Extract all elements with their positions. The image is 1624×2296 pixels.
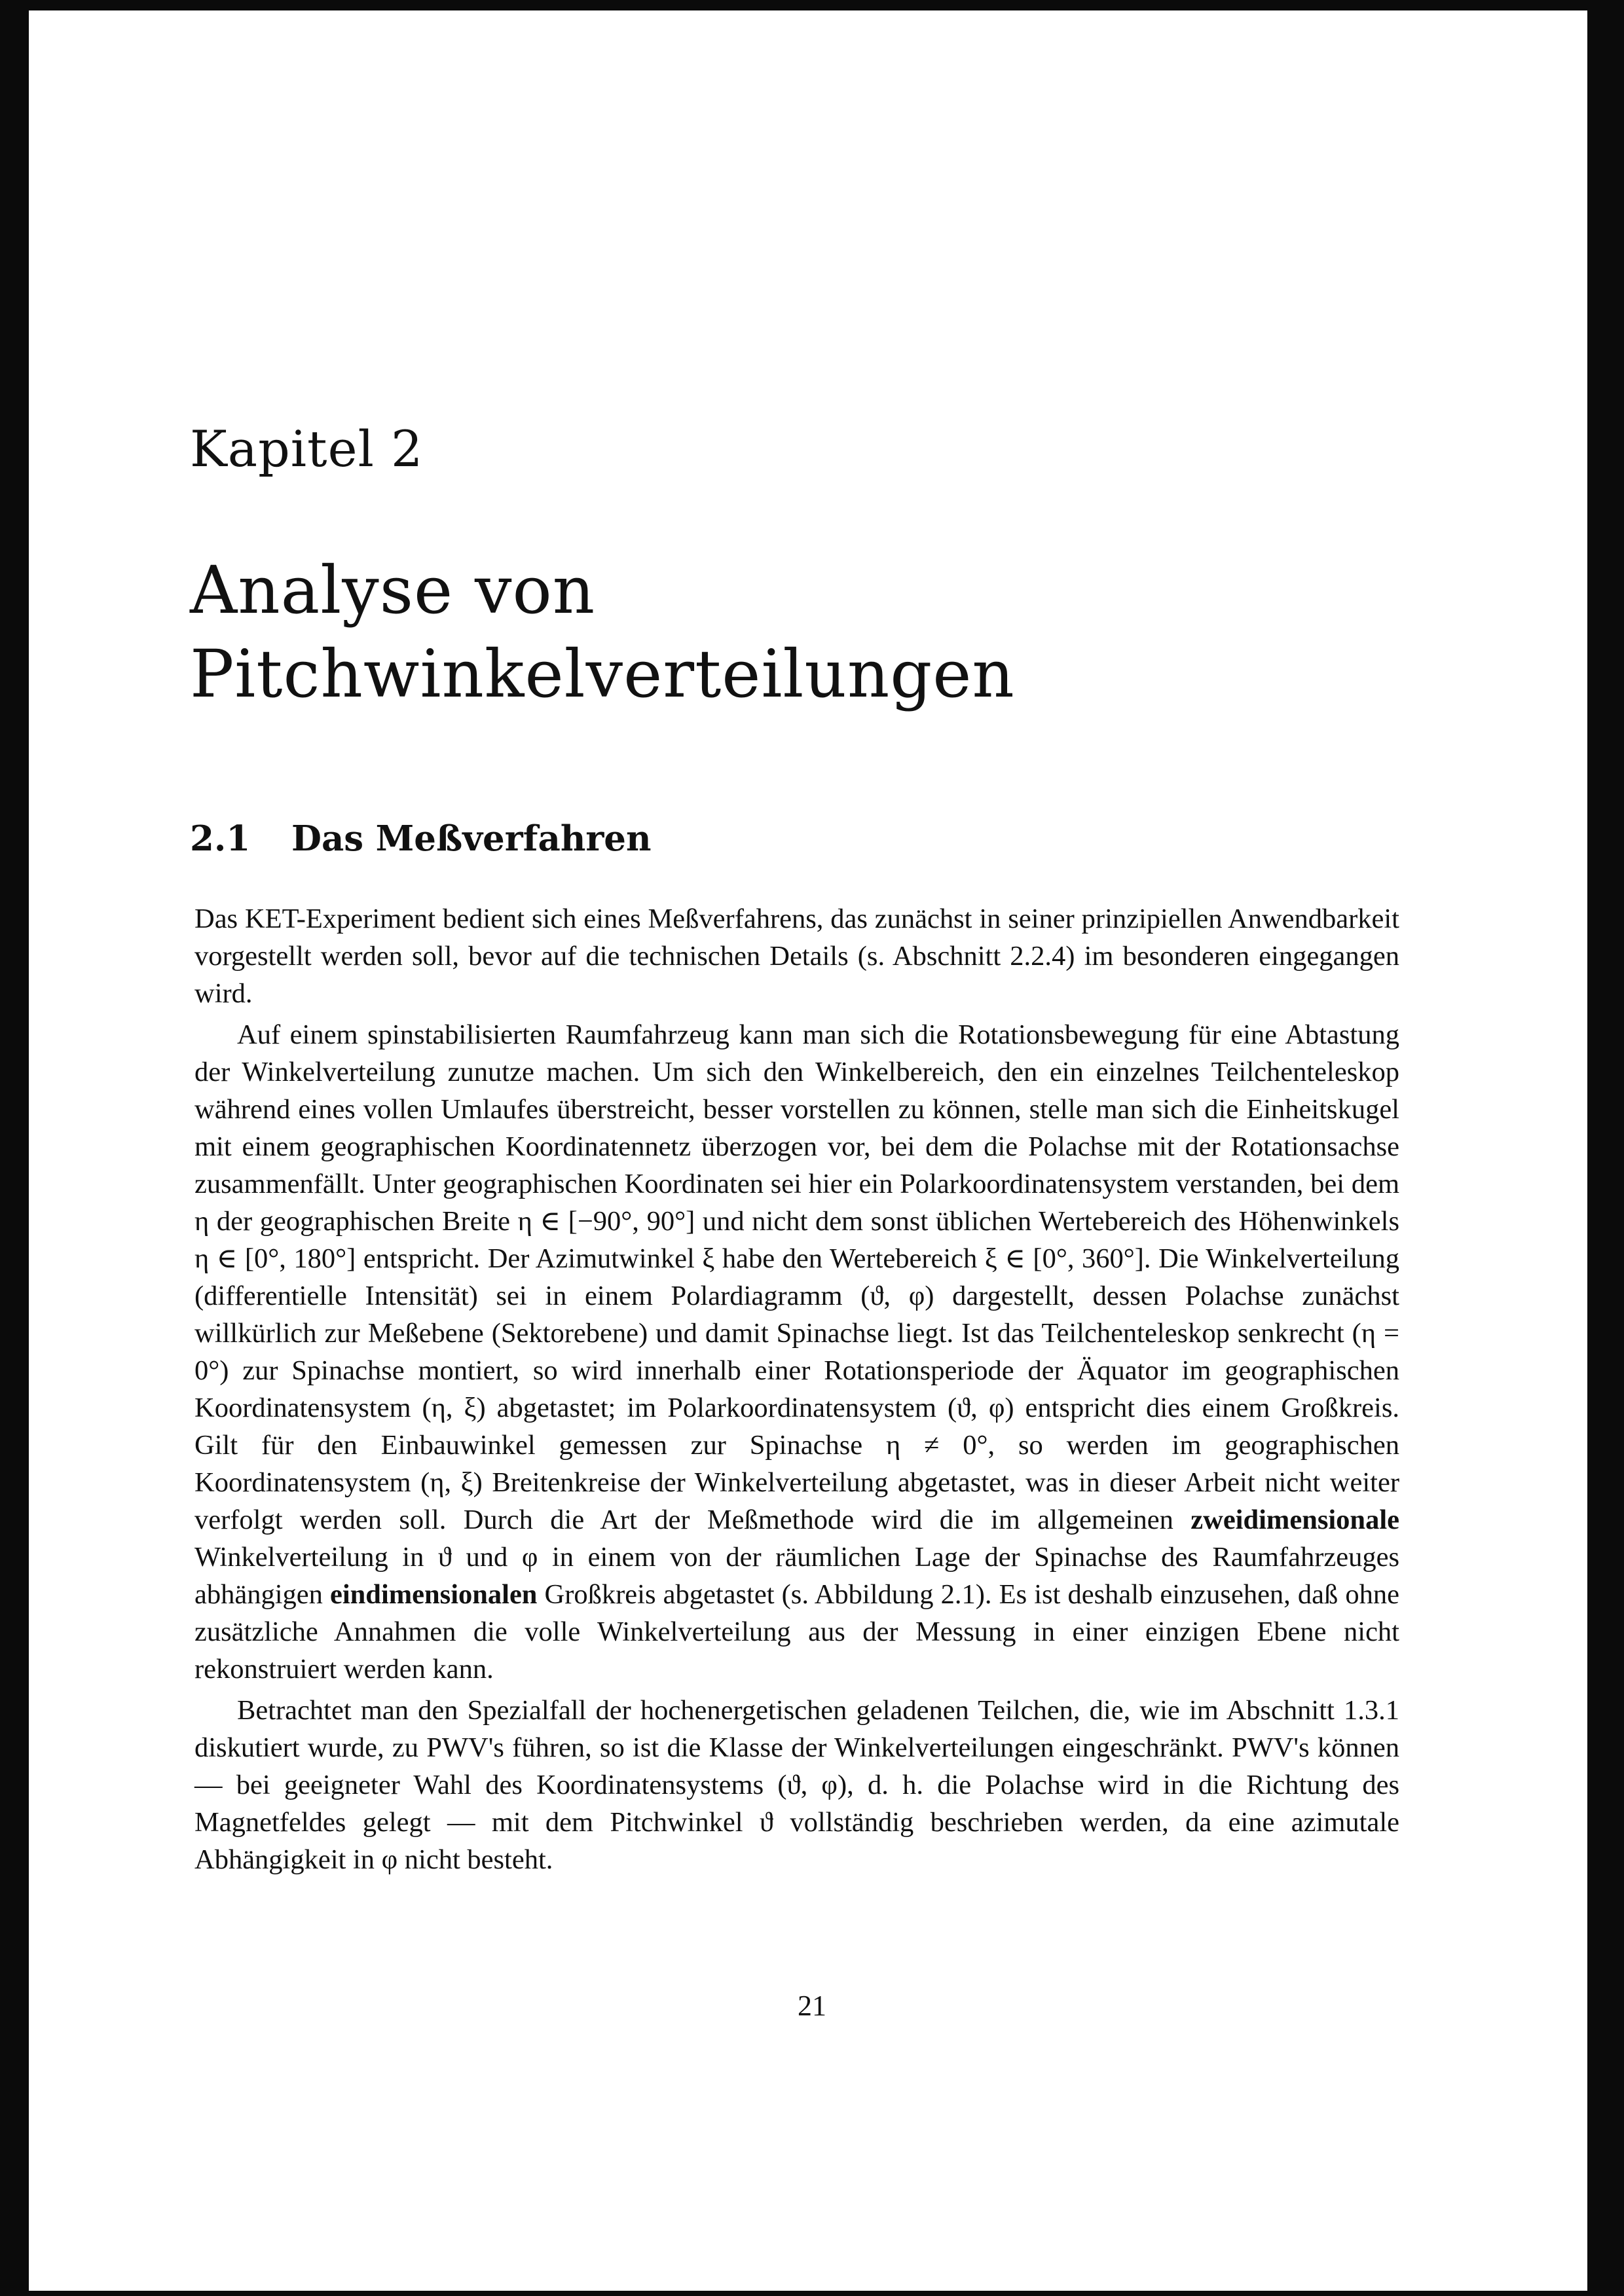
text-run: Großkreis abgetastet (s. Abbildung 2.1). Es ist deshalb einzusehen, daß ohne zusätzliche Annahmen die volle Winkelverteilung aus der Messung in einer einzigen Ebene nicht rekonstruiert werden kann. xyxy=(194,1579,1399,1685)
text-run: Winkelverteilung in ϑ und φ in einem von der räumlichen Lage der Spinachse des Raumfahrzeuges abhängigen xyxy=(194,1542,1399,1610)
bold-term: zweidimensionale xyxy=(1190,1504,1399,1535)
body-text xyxy=(194,900,1399,1878)
paragraph xyxy=(194,900,1399,1012)
section-number: 2.1 xyxy=(190,818,251,859)
bold-term: eindimensionalen xyxy=(330,1579,538,1610)
text-run: Betrachtet man den Spezialfall der hochenergetischen geladenen Teilchen, die, wie im Abschnitt 1.3.1 diskutiert wurde, zu PWV's führen, so ist die Klasse der Winkelverteilungen eingeschränkt. PWV's können — bei geeigneter Wahl des Koordinatensystems (ϑ, φ), d. h. die Polachse wird in die Richtung des Magnetfeldes gelegt — mit dem Pitchwinkel ϑ vollständig beschrieben werden, da eine azimutale Abhängigkeit in φ nicht besteht. xyxy=(194,1695,1399,1875)
chapter-label: Kapitel 2 xyxy=(190,420,424,478)
paragraph xyxy=(194,1692,1399,1878)
chapter-title: Analyse von Pitchwinkelverteilungen xyxy=(190,552,1015,712)
text-run: Das KET-Experiment bedient sich eines Meßverfahrens, das zunächst in seiner prinzipiellen Anwendbarkeit vorgestellt werden soll, bevor auf die technischen Details (s. Abschnitt 2.2.4) im besonderen eingegangen wird. xyxy=(194,903,1399,1009)
section-title: Das Meßverfahren xyxy=(291,818,652,859)
text-run: Auf einem spinstabilisierten Raumfahrzeug kann man sich die Rotationsbewegung für eine Abtastung der Winkelverteilung zunutze machen. Um sich den Winkelbereich, den ein einzelnes Teilchenteleskop während eines vollen Umlaufes überstreicht, besser vorstellen zu können, stelle man sich die Einheitskugel mit einem geographischen Koordinatennetz überzogen vor, bei dem die Polachse mit der Rotationsachse zusammenfällt. Unter geographischen Koordinaten sei hier ein Polarkoordinatensystem verstanden, bei dem η der geographischen Breite η ∈ [−90°, 90°] und nicht dem sonst üblichen Wertebereich des Höhenwinkels η ∈ [0°, 180°] entspricht. Der Azimutwinkel ξ habe den Wertebereich ξ ∈ [0°, 360°]. Die Winkelverteilung (differentielle Intensität) sei in einem Polardiagramm (ϑ, φ) dargestellt, dessen Polachse zunächst willkürlich zur Meßebene (Sektorebene) und damit Spinachse liegt. Ist das Teilchenteleskop senkrecht (η = 0°) zur Spinachse montiert, so wird innerhalb einer Rotationsperiode der Äquator im geographischen Koordinatensystem (η, ξ) abgetastet; im Polarkoordinatensystem (ϑ, φ) entspricht dies einem Großkreis. Gilt für den Einbauwinkel gemessen zur Spinachse η ≠ 0°, so werden im geographischen Koordinatensystem (η, ξ) Breitenkreise der Winkelverteilung abgetastet, was in dieser Arbeit nicht weiter verfolgt werden soll. Durch die Art der Meßmethode wird die im allgemeinen xyxy=(194,1019,1399,1535)
paragraph xyxy=(194,1016,1399,1688)
page-number: 21 xyxy=(798,1990,826,2022)
section-heading xyxy=(190,818,652,859)
